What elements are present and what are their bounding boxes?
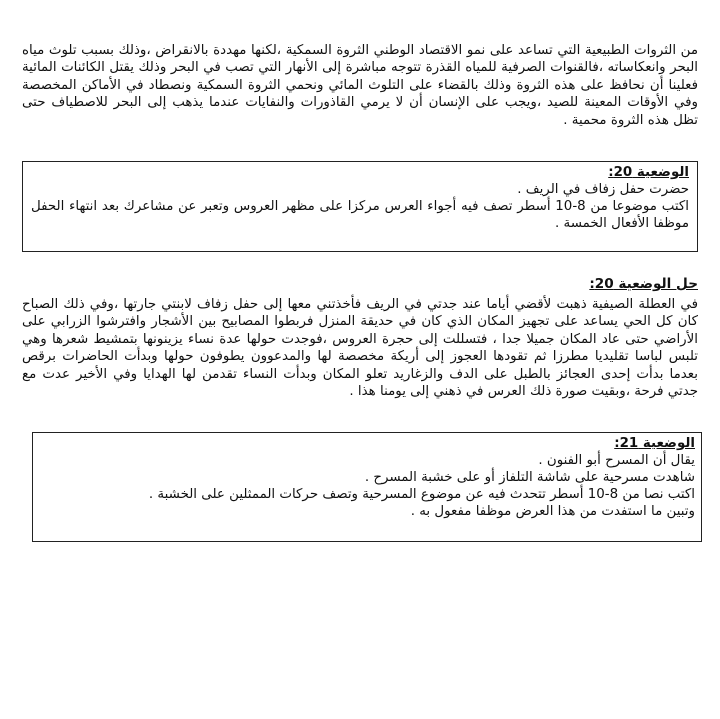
situation-20-line-2: اكتب موضوعا من 8-10 أسطر تصف فيه أجواء العرس مركزا على مظهر العروس وتعبر عن مشاعرك بعد انتهاء الحفل موظفا الأفعال الخمسة . — [31, 199, 689, 231]
situation-21-title: الوضعية 21: — [614, 436, 695, 451]
situation-20-title: الوضعية 20: — [608, 165, 689, 180]
solution-20-text: في العطلة الصيفية ذهبت لأقضي أياما عند جدتي في الريف فأخذتني معها إلى حفل زفاف لابنتي جارتها ،وفي ذلك الصباح كان كل الحي يساعد على تجهيز المكان الذي كان في حديقة المنزل فربطوا المصابيح بين الأشجار وافترشوا الزرابي على الأراضي حتى عاد المكان جميلا جدا ، فتسللت إلى حجرة العروس ،فوجدت حولها عدة نساء يزينونها بتمشيط شعرها وهي تلبس لباسا تقليديا مطرزا ثم تقودها العجوز إلى أريكة مخصصة لها والمدعوون يطوفون حولها وبدأت الحاضرات برقص بعدما بدأت إحدى العجائز بالطبل على الدف والزغاريد تعلو المكان وبدأت النساء تقدمن لها الهدايا وفي الأخير عدت مع جدتي فرحة ،وبقيت صورة ذلك العرس في ذهني إلى يومنا هذا . — [22, 297, 698, 400]
situation-21-line-3: اكتب نصا من 8-10 أسطر تتحدث فيه عن موضوع المسرحية وتصف حركات الممثلين على الخشبة . — [148, 487, 695, 502]
situation-21-line-2: شاهدت مسرحية على شاشة التلفاز أو على خشبة المسرح . — [364, 470, 695, 485]
situation-20-line-1: حضرت حفل زفاف في الريف . — [517, 182, 689, 197]
situation-21-box — [32, 432, 702, 542]
solution-20-heading: حل الوضعية 20: — [589, 276, 698, 292]
situation-21-line-4: وتبين ما استفدت من هذا العرض موظفا مفعول به . — [410, 504, 695, 519]
situation-21-line-1: يقال أن المسرح أبو الفنون . — [538, 453, 695, 468]
situation-20-box — [22, 161, 698, 252]
intro-paragraph: من الثروات الطبيعية التي تساعد على نمو الاقتصاد الوطني الثروة السمكية ،لكنها مهددة بالانقراض ،وذلك بسبب تلوث مياه البحر وانعكاساته ،فالقنوات الصرفية للمياه القذرة تتوجه مباشرة إلى الأنهار التي تصب في البحر وذلك يقتل الكائنات المائية فعلينا أن نحافظ على هذه الثروة وذلك بالقضاء على التلوث المائي ونحمي الثروة السمكية ونصطاد في الأماكن المخصصة وفي الأوقات المعينة للصيد ،ويجب على الإنسان أن لا يرمي القاذورات والنفايات عندما يذهب إلى البحر للاصطياف حتى تظل هذه الثروة محمية . — [22, 43, 698, 128]
